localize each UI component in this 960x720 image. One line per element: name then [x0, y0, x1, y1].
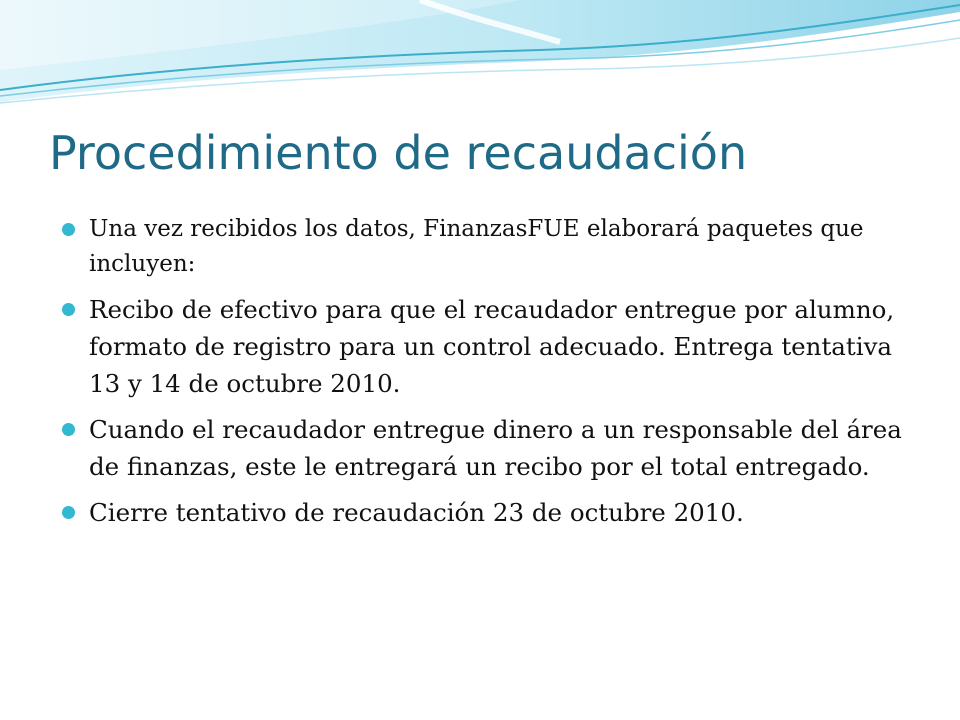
header-wave-decoration	[0, 0, 960, 110]
bullet-dot-icon	[62, 423, 75, 436]
bullet-text: Recibo de efectivo para que el recaudador entregue por alumno, formato de registro para un control adecuado. Entrega tentativa 13 y 14 de octubre 2010.	[89, 295, 895, 398]
list-item	[62, 212, 912, 282]
bullet-text: Una vez recibidos los datos, FinanzasFUE elaborará paquetes que incluyen:	[89, 216, 864, 277]
slide-title: Procedimiento de recaudación	[49, 126, 748, 180]
bullet-list	[62, 212, 912, 540]
bullet-text: Cierre tentativo de recaudación 23 de octubre 2010.	[89, 498, 744, 527]
list-item	[62, 494, 912, 531]
list-item	[62, 291, 912, 402]
bullet-dot-icon	[62, 223, 75, 236]
bullet-dot-icon	[62, 303, 75, 316]
list-item	[62, 411, 912, 485]
bullet-text: Cuando el recaudador entregue dinero a un responsable del área de finanzas, este le entregará un recibo por el total entregado.	[89, 415, 902, 481]
bullet-dot-icon	[62, 506, 75, 519]
